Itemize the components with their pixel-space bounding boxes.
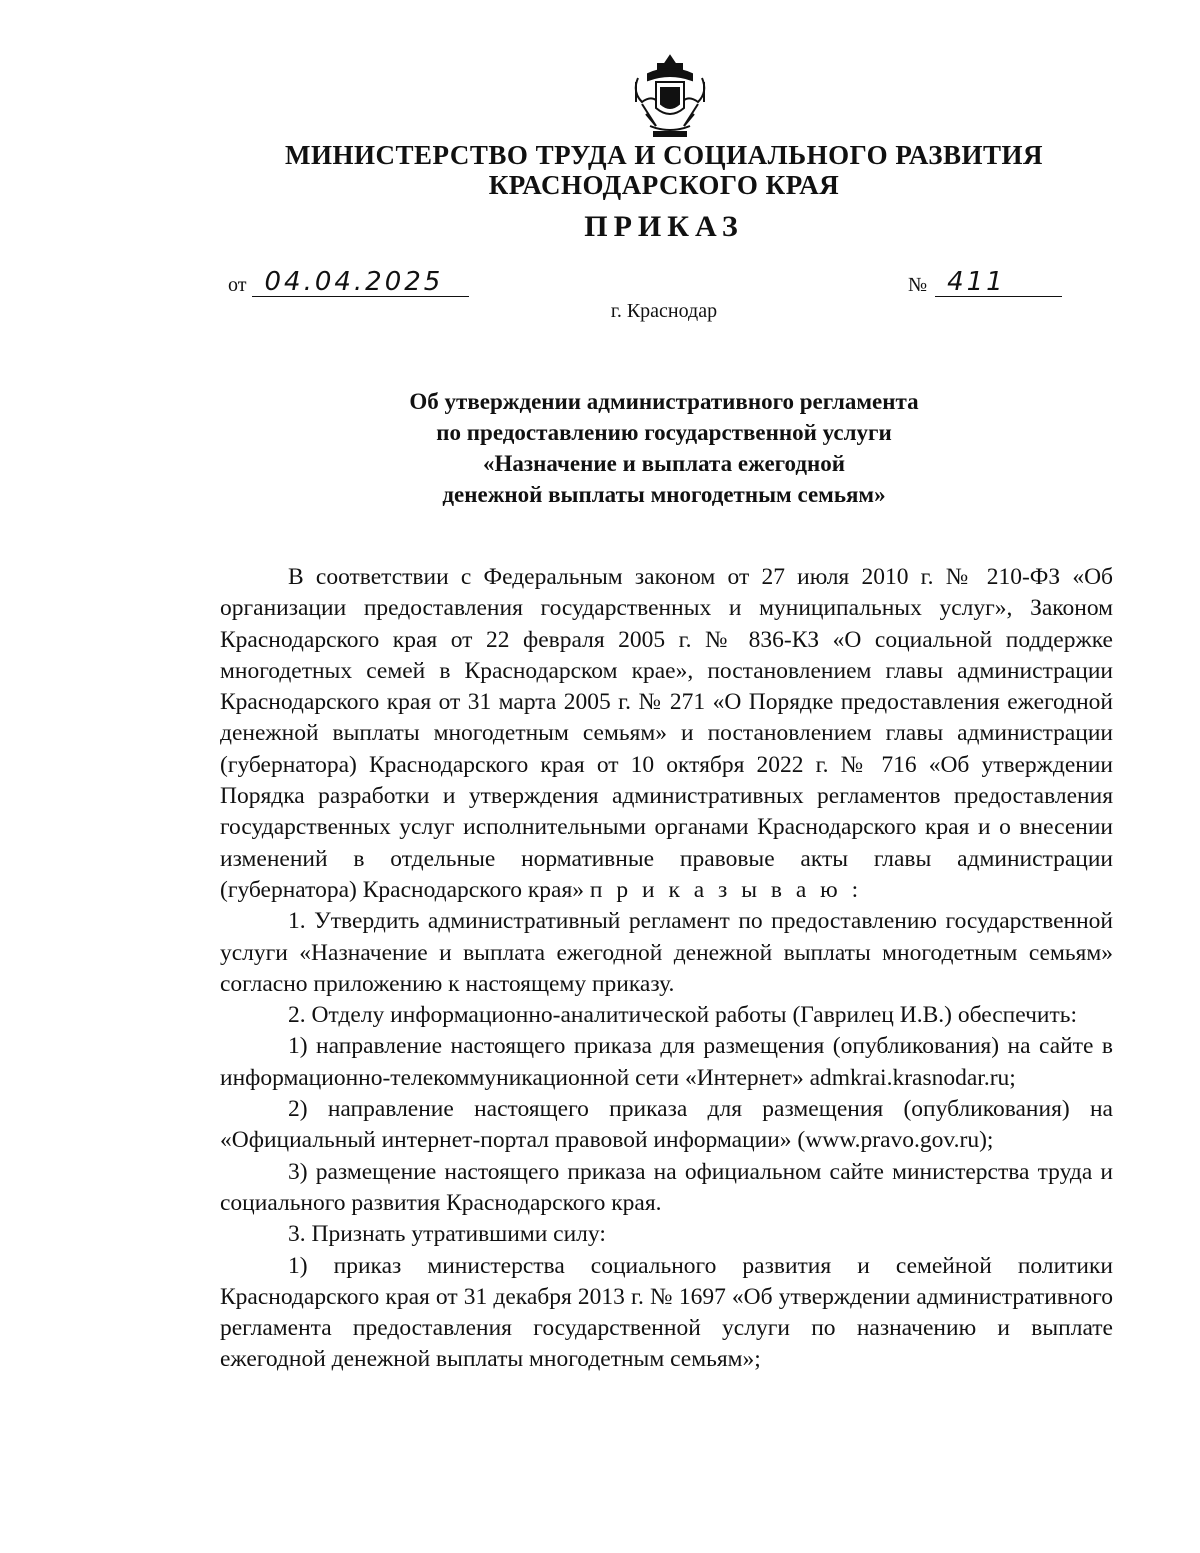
paragraph-item-3: 3. Признать утратившими силу:: [288, 1221, 606, 1248]
date-value: 04.04.2025: [252, 268, 469, 297]
paragraph-item-3-1: 1) приказ министерства социального развития и семейной политики Краснодарского края от 31 декабря 2013 г. № 1697 «Об утверждении административного регламента предоставления государственной услуги по назначению и выплате ежегодной денежной выплаты многодетным семьям»;: [220, 1252, 1113, 1373]
document-type: ПРИКАЗ: [584, 210, 744, 243]
city: г. Краснодар: [610, 300, 718, 322]
order-command: п р и к а з ы в а ю :: [589, 876, 863, 903]
ministry-line-2: КРАСНОДАРСКОГО КРАЯ: [488, 170, 840, 200]
subject-line-3: «Назначение и выплата ежегодной: [482, 451, 845, 476]
preamble-text: В соответствии с Федеральным законом от 27 июля 2010 г. № 210-ФЗ «Об организации предоставления государственных и муниципальных услуг», Законом Краснодарского края от 22 февраля 2005 г. № 836-КЗ «О социальной поддержке многодетных семей в Краснодарском крае», постановлением главы администрации Краснодарского края от 31 марта 2005 г. № 271 «О Порядке предоставления ежегодной денежной выплаты многодетным семьям» и постановлением главы администрации (губернатора) Краснодарского края от 10 октября 2022 г. № 716 «Об утверждении Порядка разработки и утверждения административных регламентов предоставления государственных услуг исполнительными органами Краснодарского края и о внесении изменений в отдельные нормативные правовые акты главы администрации (губернатора) Краснодарского края»: [220, 564, 1113, 903]
paragraph-item-2-2: 2) направление настоящего приказа для размещения (опубликования) на «Официальный интернет-портал правовой информации» (www.pravo.gov.ru);: [220, 1096, 1113, 1154]
subject-line-4: денежной выплаты многодетным семьям»: [442, 482, 886, 507]
paragraph-item-2-1: 1) направление настоящего приказа для размещения (опубликования) на сайте в информационно-телекоммуникационной сети «Интернет» admkrai.krasnodar.ru;: [220, 1033, 1113, 1091]
subject-line-2: по предоставлению государственной услуги: [436, 420, 892, 445]
paragraph-item-2: 2. Отделу информационно-аналитической работы (Гаврилец И.В.) обеспечить:: [288, 1002, 1078, 1029]
subject-line-1: Об утверждении административного регламента: [409, 389, 919, 414]
date-label: от: [228, 274, 247, 296]
order-date: [228, 268, 469, 297]
order-body: [220, 562, 1113, 1376]
ministry-name: [0, 140, 1200, 200]
paragraph-item-1: 1. Утвердить административный регламент по предоставлению государственной услуги «Назначение и выплата ежегодной денежной выплаты многодетным семьям» согласно приложению к настоящему приказу.: [220, 908, 1113, 997]
number-value: 411: [935, 268, 1062, 297]
number-label: №: [908, 274, 928, 296]
order-subject: [0, 386, 1200, 510]
coat-of-arms-emblem: [628, 52, 712, 140]
order-number: [908, 268, 1062, 297]
paragraph-item-2-3: 3) размещение настоящего приказа на официальном сайте министерства труда и социального развития Краснодарского края.: [220, 1158, 1113, 1216]
paragraph-preamble: [220, 562, 1113, 906]
ministry-line-1: МИНИСТЕРСТВО ТРУДА И СОЦИАЛЬНОГО РАЗВИТИЯ: [285, 140, 1043, 170]
